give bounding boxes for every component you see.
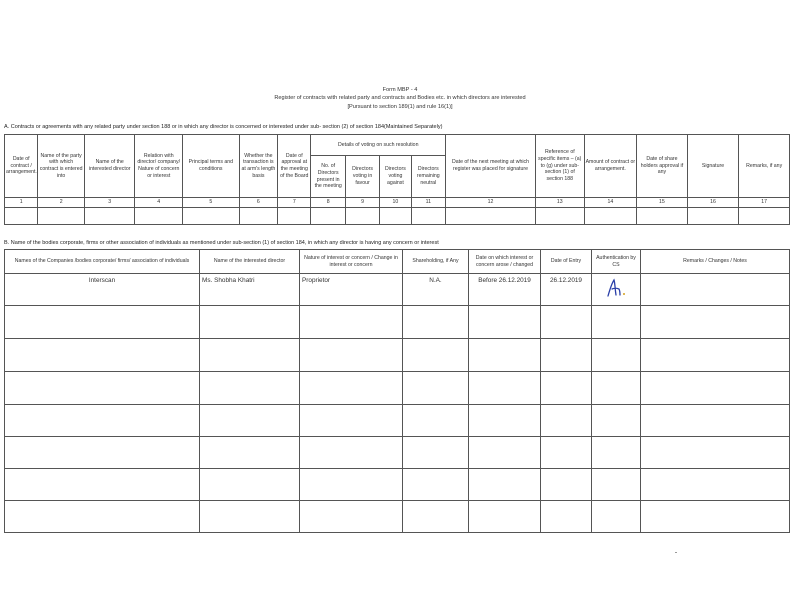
- table-row: [5, 339, 790, 372]
- header-voting-details: Details of voting on such resolution: [311, 135, 446, 156]
- contracts-table: [4, 134, 790, 225]
- table-row: [5, 306, 790, 339]
- nature-of-interest: Proprietor: [300, 274, 403, 306]
- header-party-name: Name of the party with which contract is entered into: [38, 135, 85, 198]
- table-row: [5, 372, 790, 405]
- empty-cell: [469, 405, 541, 437]
- form-title: Form MBP - 4: [382, 87, 418, 93]
- empty-cell: [200, 339, 300, 372]
- empty-cell: [541, 306, 592, 339]
- empty-cell: [687, 208, 739, 225]
- header-arms-length: Whether the transaction is at arm's length basis: [239, 135, 277, 198]
- column-number: 9: [345, 198, 379, 208]
- column-number: 15: [637, 198, 688, 208]
- header-shareholding: Shareholding, if Any: [403, 250, 469, 274]
- empty-cell: [592, 339, 641, 372]
- empty-cell: [411, 208, 445, 225]
- header-directors-against: Directors voting against: [380, 156, 411, 198]
- header-directors-present: No. of Directors present in the meeting: [311, 156, 345, 198]
- empty-cell: [739, 208, 790, 225]
- empty-cell: [5, 339, 200, 372]
- empty-cell: [592, 469, 641, 501]
- empty-cell: [300, 372, 403, 405]
- empty-cell: [641, 339, 790, 372]
- column-number: 13: [536, 198, 585, 208]
- column-number: 3: [84, 198, 135, 208]
- column-number: 12: [446, 198, 536, 208]
- table-row: [5, 405, 790, 437]
- column-number-row: [5, 198, 790, 208]
- empty-cell: [592, 405, 641, 437]
- empty-cell: [38, 208, 85, 225]
- empty-cell: [300, 501, 403, 533]
- table-row: [5, 501, 790, 533]
- scan-speck: [675, 552, 677, 553]
- column-number: 7: [278, 198, 311, 208]
- column-number: 4: [135, 198, 183, 208]
- header-nature-interest: Nature of interest or concern / Change in interest or concern: [300, 250, 403, 274]
- empty-cell: [446, 208, 536, 225]
- empty-cell: [403, 501, 469, 533]
- empty-cell: [300, 469, 403, 501]
- cs-signature: [592, 274, 641, 306]
- empty-cell: [403, 469, 469, 501]
- empty-cell: [641, 469, 790, 501]
- header-authentication: Authentication by CS: [592, 250, 641, 274]
- director-name: Ms. Shobha Khatri: [200, 274, 300, 306]
- header-interested-director-b: Name of the interested director: [200, 250, 300, 274]
- empty-cell: [592, 437, 641, 469]
- column-number: 11: [411, 198, 445, 208]
- column-number: 10: [380, 198, 411, 208]
- signature-icon: [601, 277, 631, 299]
- header-remarks-b: Remarks / Changes / Notes: [641, 250, 790, 274]
- empty-cell: [5, 437, 200, 469]
- empty-cell: [311, 208, 345, 225]
- empty-cell: [5, 208, 38, 225]
- empty-cell: [200, 306, 300, 339]
- empty-cell: [300, 306, 403, 339]
- interests-table: [4, 249, 790, 533]
- date-entry-value: 26.12.2019: [541, 274, 592, 306]
- section-a-heading: A. Contracts or agreements with any related party under section 188 or in which any director is concerned or interested under sub- section (2) of section 184(Maintained Separately): [4, 124, 443, 130]
- empty-cell: [200, 469, 300, 501]
- empty-cell: [592, 306, 641, 339]
- section-b-heading: B. Name of the bodies corporate, firms or other association of individuals as mentioned under sub-section (1) of section 184, in which any director is having any concern or interest: [4, 240, 439, 246]
- empty-cell: [541, 339, 592, 372]
- table-row: [5, 208, 790, 225]
- empty-cell: [5, 306, 200, 339]
- empty-cell: [641, 405, 790, 437]
- empty-cell: [541, 405, 592, 437]
- empty-cell: [641, 437, 790, 469]
- column-number: 6: [239, 198, 277, 208]
- header-interested-director: Name of the interested director: [84, 135, 135, 198]
- empty-cell: [541, 501, 592, 533]
- empty-cell: [200, 437, 300, 469]
- column-number: 17: [739, 198, 790, 208]
- header-amount: Amount of contract or arrangement.: [584, 135, 637, 198]
- header-companies: Names of the Companies /bodies corporate/ firms/ association of individuals: [5, 250, 200, 274]
- empty-cell: [403, 306, 469, 339]
- header-principal-terms: Principal terms and conditions: [183, 135, 240, 198]
- empty-cell: [135, 208, 183, 225]
- remarks-value: [641, 274, 790, 306]
- empty-cell: [469, 372, 541, 405]
- empty-cell: [541, 437, 592, 469]
- form-pursuant: [Pursuant to section 189(1) and rule 16(1)]: [347, 103, 453, 110]
- header-reference-items: Reference of specific items – (a) to (g) under sub-section (1) of section 188: [536, 135, 585, 198]
- header-relation: Relation with director/ company/ Nature of concern or interest: [135, 135, 183, 198]
- empty-cell: [641, 501, 790, 533]
- column-number: 16: [687, 198, 739, 208]
- header-date-entry: Date of Entry: [541, 250, 592, 274]
- empty-cell: [469, 306, 541, 339]
- empty-cell: [592, 501, 641, 533]
- empty-cell: [403, 339, 469, 372]
- header-next-meeting: Date of the next meeting at which register was placed for signature: [446, 135, 536, 198]
- empty-cell: [469, 339, 541, 372]
- header-shareholders-approval: Date of share holders approval if any: [637, 135, 688, 198]
- empty-cell: [469, 437, 541, 469]
- empty-cell: [403, 437, 469, 469]
- header-directors-neutral: Directors remaining neutral: [411, 156, 445, 198]
- header-signature: Signature: [687, 135, 739, 198]
- empty-cell: [5, 469, 200, 501]
- empty-cell: [541, 469, 592, 501]
- column-number: 8: [311, 198, 345, 208]
- empty-cell: [5, 501, 200, 533]
- form-subtitle: Register of contracts with related party and contracts and Bodies etc. in which directors are interested: [274, 95, 526, 102]
- date-arose-value: Before 26.12.2019: [469, 274, 541, 306]
- header-remarks: Remarks, if any: [739, 135, 790, 198]
- column-number: 1: [5, 198, 38, 208]
- header-directors-favour: Directors voting in favour: [345, 156, 379, 198]
- table-row: [5, 274, 790, 306]
- empty-cell: [300, 405, 403, 437]
- header-date-arose: Date on which interest or concern arose / changed: [469, 250, 541, 274]
- column-number: 14: [584, 198, 637, 208]
- empty-cell: [541, 372, 592, 405]
- empty-cell: [5, 372, 200, 405]
- column-number: 5: [183, 198, 240, 208]
- empty-cell: [641, 372, 790, 405]
- company-name: Interscan: [5, 274, 200, 306]
- empty-cell: [637, 208, 688, 225]
- empty-cell: [592, 372, 641, 405]
- table-row: [5, 437, 790, 469]
- empty-cell: [300, 339, 403, 372]
- empty-cell: [200, 501, 300, 533]
- empty-cell: [200, 405, 300, 437]
- empty-cell: [300, 437, 403, 469]
- empty-cell: [278, 208, 311, 225]
- column-number: 2: [38, 198, 85, 208]
- empty-cell: [380, 208, 411, 225]
- empty-cell: [345, 208, 379, 225]
- shareholding-value: N.A.: [403, 274, 469, 306]
- empty-cell: [641, 306, 790, 339]
- empty-cell: [84, 208, 135, 225]
- empty-cell: [183, 208, 240, 225]
- empty-cell: [469, 469, 541, 501]
- form-header: [0, 86, 800, 111]
- empty-cell: [5, 405, 200, 437]
- empty-cell: [403, 405, 469, 437]
- empty-cell: [403, 372, 469, 405]
- header-board-approval-date: Date of approval at the meeting of the Board: [278, 135, 311, 198]
- header-date-contract: Date of contract / arrangement.: [5, 135, 38, 198]
- empty-cell: [584, 208, 637, 225]
- table-row: [5, 469, 790, 501]
- empty-cell: [239, 208, 277, 225]
- empty-cell: [200, 372, 300, 405]
- empty-cell: [469, 501, 541, 533]
- empty-cell: [536, 208, 585, 225]
